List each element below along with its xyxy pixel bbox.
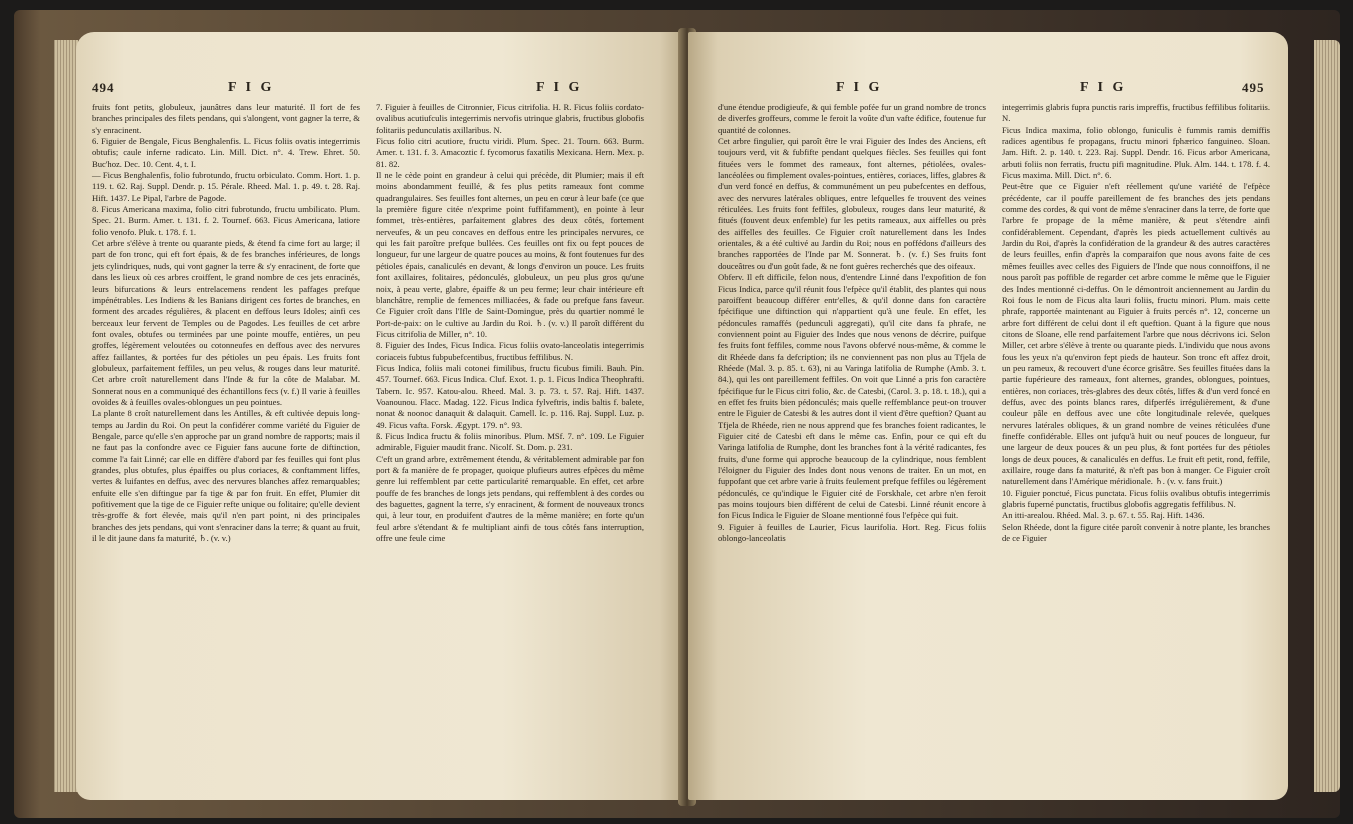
left-page (76, 32, 684, 800)
left-running-head-2: F I G (536, 80, 583, 95)
right-column-1: d'une étendue prodigieufe, & qui femble pofée fur un grand nombre de troncs de diverfes groffeurs, comme le feroit la voûte d'un vafte édifice, foutenue fur quantité de colonnes. Cet arbre fingulier, qui paroît être le vrai Figuier des Indes des Anciens, eft toujours verd, vit & fubfifte pendant quelques fiècles. Ses feuilles qui font fituées vers le fommet des rameaux, font alternes, pétiolées, ovales-lancéolées ou fimplement ovales-pointues, entières, coriaces, liffes, glabres & d'un verd foncé en deffus, & communément un peu pubefcentes en deffous, avec des nervures latérales obliques, entre lefquelles fe trouvent des veines réticulées. Les fruits font feffiles, globuleux, rouges dans leur maturité, & fitués (fouvent deux enfemble) fur les petits rameaux, aux aiffelles ou près des aiffelles des feuilles. Ce Figuier croît naturellement dans les Indes orientales, & a été cultivé au Jardin du Roi; nous en poffédons d'ailleurs des branches rapportées de l'Inde par M. Sonnerat. ♄. (v. f.) Ses fruits font douceâtres ou d'un goût fade, & ne font guères recherchés que des oifeaux. Obferv. Il eft difficile, felon nous, d'entendre Linné dans l'expofition de fon Ficus Indica, parce qu'il réunit fous l'efpèce qu'il établit, des plantes qui nous paroiffent beaucoup différer entr'elles, & qu'il donne dans fon caractère fpécifique une diftinction qui n'appartient qu'à une feule. En effet, les pédoncules ramaffés (pedunculi aggregati), qu'il cite dans fa phrafe, ne conviennent point au Figuier des Indes que nous venons de décrire, puifque fes fruits font feffiles, comme nous l'avons obfervé nous-même, & comme le dit Rhéede dans fa defcription; ils ne conviennent pas non plus au Tfjela de Rhéede (Mal. 3. p. 85. t. 63), ni au Varinga latifolia de Rumphe (Amb. 3. t. 84.), qui les ont pareillement feffiles. On voit que Linné a pris fon caractère fpécifique fur le Ficus citri folio, &c. de Catesbi, (Carol. 3. p. 18. t. 18.), qui a en effet fes fruits bien pédonculés; mais quelle reffemblance peut-on trouver entre le Figuier de Catesbi & les autres dont il vient d'être queftion? Quant au Tfjela de Rhéede, rien ne nous apprend que fes branches foient radicantes, le Figuier cité de Catesbi eft dans le même cas. Enfin, pour ce qui eft du Varinga latifolia de Rumphe, dont les branches font à la vérité radicantes, fes fruits, d'une forme qui approche beaucoup de la cylindrique, nous femblent l'éloigner du Figuier des Indes dont nous venons de traiter. En un mot, en fuppofant que cet arbre varie à fruits feulement prefque feffiles ou légèrement pédonculés, ce qu'indique le Figuier cité de Forskhale, cet arbre n'en feroit pas moins toujours bien différent de celui de Catesbi. Linné réunit encore à fon Ficus Indica le Figuier de Sloane mentionné fous l'efpèce qui fuit. 9. Figuier à feuilles de Laurier, Ficus laurifolia. Hort. Reg. Ficus foliis oblongo-lanceolatis (718, 102, 986, 544)
left-column-1: fruits font petits, globuleux, jaunâtres dans leur maturité. Il fort de fes branches principales des filets pendans, qui s'alongent, vont gagner la terre, & s'y enracinent. 6. Figuier de Bengale, Ficus Benghalenfis. L. Ficus foliis ovatis integerrimis obtufis; caule inferne radicato. Lin. Mill. Dict. n°. 4. Trew. Ehret. 50. Buc'hoz. Dec. 10. Cent. 4, t. I. — Ficus Benghalenfis, folio fubrotundo, fructu orbiculato. Comm. Hort. 1. p. 119. t. 62. Raj. Suppl. Dendr. p. 15. Pérale. Rheed. Mal. 1. p. 49. t. 28. Raj. Hift. 1437. Le Pipal, l'arbre de Pagode. 8. Ficus Americana maxima, folio citri fubrotundo, fructu umbilicato. Plum. Spec. 21. Burm. Amer. t. 131. f. 2. Tournef. 663. Ficus Americana, latiore folio venofo. Pluk. t. 178. f. 1. Cet arbre s'élève à trente ou quarante pieds, & étend fa cime fort au large; il part de fon tronc, qui eft fort épais, & de fes branches inférieures, de longs jets cylindriques, nuds, qui vont gagner la terre & s'y enracinent, de forte que dans les lieux où ces arbres croiffent, le grand nombre de ces jets enracinés, leurs bifurcations & leurs entrelacemens rendent les paffages prefque impénétrables. Les Indiens & les Banians dirigent ces fortes de branches, en forment des arcades régulières, & placent en deffous leurs Idoles; ainfi ces berceaux leur fervent de Temples ou de Pagodes. Les feuilles de cet arbre font ovales, obtufes ou terminées par une pointe mouffe, entières, un peu groffes, légèrement veloutées ou cotonneufes en deffous avec des nervures affez faillantes, & portées fur des pétioles un peu épais. Les fruits font globuleux, parfaitement feffiles, un peu velus, & rouges dans leur maturité. Cet arbre croît naturellement dans l'Inde & fur la côte de Malabar. M. Sonnerat nous en a communiqué des échantillons fecs (v. f.) Il varie à feuilles ovoïdes & à feuilles ovales-oblongues un peu pointues. La plante 8 croît naturellement dans les Antilles, & eft cultivée depuis long-temps au Jardin du Roi. On peut la confidérer comme variété du Figuier de Bengale, parce qu'elle s'en approche par un grand nombre de rapports; mais il ne faut pas la confondre avec ce Figuier fans aucune forte de diftinction, comme l'a fait Linné; car elle en diffère d'abord par fes feuilles qui font plus grandes, plus obtufes, plus épaiffes ou plus coriaces, & conftamment liffes, vertes & luifantes en deffus, avec des nervures blanches affez remarquables; enfuite elle s'en diftingue par fa tige & par fon fruit. En effet, Plumier dit pofitivement que la tige de ce Figuier refte unique ou folitaire; qu'elle devient très-groffe & fort élevée, mais qu'il n'en part point, ni des principales branches des jets pendans, qui vont s'enraciner dans la terre; & quant au fruit, il le dit jaune dans fa maturité, ♄. (v. v.) (92, 102, 360, 544)
page-edges-right (1314, 40, 1340, 792)
right-running-head-2: F I G (1080, 80, 1127, 95)
page-edges-left (54, 40, 78, 792)
right-running-head-1: F I G (836, 80, 883, 95)
left-running-head-1: F I G (228, 80, 275, 95)
right-page (688, 32, 1288, 800)
left-page-number: 494 (92, 80, 115, 95)
right-page-number: 495 (1242, 80, 1265, 95)
right-column-2: integerrimis glabris fupra punctis raris impreffis, fructibus feffilibus folitariis. N. Ficus Indica maxima, folio oblongo, funiculis è fummis ramis demiffis radices agentibus fe propagans, fructu minori fphærico fanguineo. Sloan. Jam. Hift. 2. p. 140. t. 223. Raj. Suppl. Dendr. 16. Ficus arbor Americana, arbuti foliis non ferratis, fructu pifi magnitudine. Pluk. Alm. 144. t. 178. f. 4. Ficus maxima. Mill. Dict. n°. 6. Peut-être que ce Figuier n'eft réellement qu'une variété de l'efpèce précédente, car il pouffe pareillement de fes branches des jets pendans comme des cordes, & qui vont de même s'enraciner dans la terre, de forte que l'arbre fe propage de la même manière, & peut s'étendre ainfi confidérablement. Cependant, d'après les pieds actuellement cultivés au Jardin du Roi, d'après la confidération de la grandeur & des autres caractères de leurs feuilles, enfin d'après la comparaifon que nous avons faite de ces mêmes feuilles avec celles des Figuiers de l'Inde que nous connoiffons, il ne nous paroît pas poffible de regarder cet arbre comme le même que le Figuier des Indes mentionné ci-deffus. On le démontroit anciennement au Jardin du Roi fous le nom de Ficus alta lauri foliis, fructu minori. Plum. mais cette phrafe, rapportée maintenant au Figuier à fruits percés n°. 12, concerne un arbre fort différent de celui dont il eft queftion. Quant à la figure que nous citons de Sloane, elle rend parfaitement l'arbre que nous décrivons ici. Selon Miller, cet arbre s'élève à trente ou quarante pieds. L'individu que nous avons fous les yeux n'a qu'environ fept pieds de hauteur. Son tronc eft affez droit, un peu rameux, & recouvert d'une écorce grisâtre. Ses feuilles fituées dans la partie fupérieure des rameaux, font alternes, grandes, oblongues, pointues, entières, non coriaces, très-glabres des deux côtés, liffes & d'un verd foncé en deffus, avec des points blancs rares, difperfés irrégulièrement, & d'une couleur pâle en deffous avec une côte longitudinale relevée, quelques nervures latérales obliques, & un grand nombre de veines réticulées d'une fineffe confidérable. Elles ont jufqu'à huit ou neuf pouces de longueur, fur une largeur de deux pouces & un peu plus, & font portées fur des pétioles longs de deux pouces, & canaliculés en deffus. Le fruit eft petit, rond, feffile, axillaire, rouge dans fa maturité, & n'eft pas bon à manger. Ce Figuier croît naturellement dans l'Amérique méridionale. ♄. (v. v. fans fruit.) 10. Figuier ponctué, Ficus punctata. Ficus foliis ovalibus obtufis integerrimis glabris fuperné punctatis, fructibus globofis aggregatis feffilibus. N. An itti-arealou. Rhéed. Mal. 3. p. 67. t. 55. Raj. Hift. 1436. Selon Rhéede, dont la figure citée paroît convenir à notre plante, les branches de ce Figuier (1002, 102, 1270, 544)
open-book (14, 10, 1340, 818)
left-column-2: 7. Figuier à feuilles de Citronnier, Ficus citrifolia. H. R. Ficus foliis cordato-ovalibus acutiufculis integerrimis nervofis utrinque glabris, fructibus globofis folitariis pedunculatis axillaribus. N. Ficus folio citri acutiore, fructu viridi. Plum. Spec. 21. Tourn. 663. Burm. Amer. t. 131. f. 3. Amacoztic f. fycomorus faxatilis Mexicana. Hern. Mex. p. 81. 82. Il ne le cède point en grandeur à celui qui précède, dit Plumier; mais il eft moins abondamment feuillé, & fes plus petits rameaux font comme quadrangulaires. Ses feuilles font alternes, un peu en cœur à leur bafe (ce que la première figure citée n'exprime point fuffifamment), en pointe à leur fommet, très-entières, parfaitement glabres des deux côtés, fortement nerveufes, & un peu concaves en deffous entre les principales nervures, ce qui les fait paroître prefque bullées. Ces feuilles ont fix ou fept pouces de longueur, fur une largeur de quatre pouces au moins, & font foutenues fur des pétioles épais, canaliculés en devant, & longs d'environ un pouce. Les fruits font axillaires, folitaires, pédonculés, globuleux, un peu plus gros qu'une noix, à peau verte, glabre, épaiffe & un peu ferme; leur chair intérieure eft blanchâtre, remplie de femences milliacées, & fade ou prefque fans faveur. Ce Figuier croît dans l'Ifle de Saint-Domingue, près du quartier nommé le Port-de-paix: on le cultive au Jardin du Roi. ♄. (v. v.) Il paroît différent du Ficus citrifolia de Miller, n°. 10. 8. Figuier des Indes, Ficus Indica. Ficus foliis ovato-lanceolatis integerrimis coriaceis fubtus fubpubefcentibus, fructibus feffilibus. N. Ficus Indica, foliis mali cotonei fimilibus, fructu ficubus fimili. Bauh. Pin. 457. Tournef. 663. Ficus Indica. Cluf. Exot. 1. p. 1. Ficus Indica Theophrafti. Tabern. Ic. 957. Katou-alou. Rheed. Mal. 3. p. 73. t. 57. Raj. Hift. 1437. Voanounou. Flacc. Madag. 122. Ficus Indica fylveftris, indis baltis f. balete, nonat & noonoc danaquit & dalaquit. Camell. Ic. p. 116. Raj. Suppl. Luz. p. 49. Ficus vafta. Forsk. Ægypt. 179. n°. 93. ß. Ficus Indica fructu & foliis minoribus. Plum. MSf. 7. n°. 109. Le Figuier admirable, Figuier maudit franc. Nicolf. St. Dom. p. 231. C'eft un grand arbre, extrêmement étendu, & véritablement admirable par fon port & fa manière de fe propager, quoique plufieurs autres efpèces du même genre lui reffemblent par cette particularité remarquable. En effet, cet arbre pouffe de fes branches de longs jets pendans, qui reffemblent à des cordes ou des baguettes, gagnent la terre, s'y enracinent, & forment de nouveaux troncs qui, à leur tour, en produifent d'autres de la même manière; en forte qu'un feul arbre s'étendant & fe multipliant ainfi de tous côtés fans interruption, offre une feule cime (376, 102, 644, 544)
